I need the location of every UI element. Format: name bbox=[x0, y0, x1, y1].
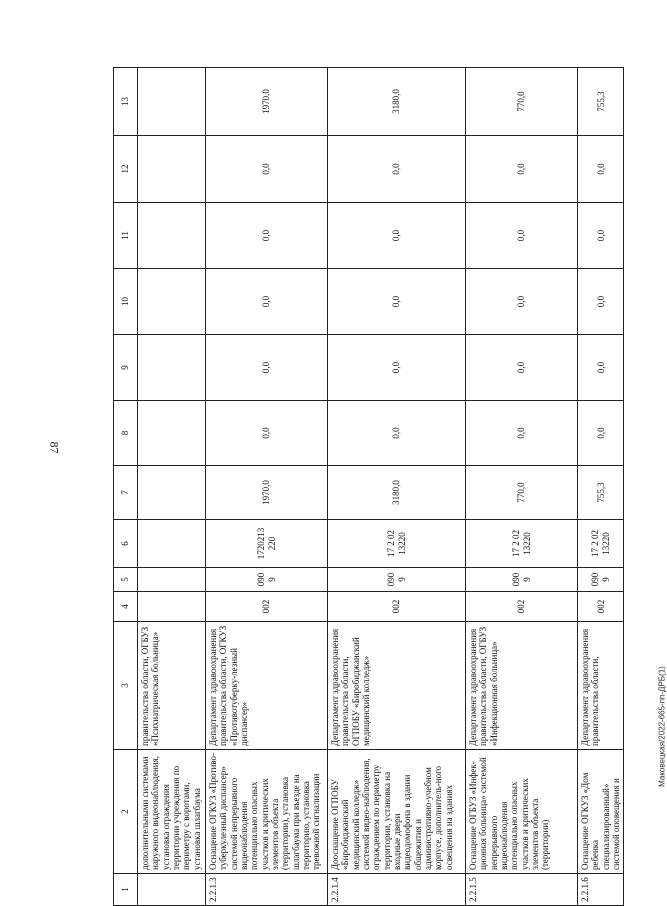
column-header: 10 bbox=[114, 269, 138, 335]
measure-name: Оснащение ОГБУЗ «Инфек-ционная больница» системой непрерывного видеонаблюдения потенциально опасных участков и критических элементов объекта (территории) bbox=[466, 750, 578, 874]
table-row bbox=[578, 68, 624, 906]
cell-col9: 0,0 bbox=[466, 335, 578, 401]
table-row bbox=[206, 68, 328, 906]
column-header: 2 bbox=[114, 750, 138, 874]
cell-col10: 0,0 bbox=[578, 269, 624, 335]
cell-col8 bbox=[138, 401, 206, 466]
row-number: 2.2.1.5 bbox=[466, 874, 578, 906]
cell-col4: 002 bbox=[206, 592, 328, 622]
budget-table-container bbox=[113, 68, 622, 906]
cell-col7: 1970,0 bbox=[206, 466, 328, 520]
cell-col13 bbox=[138, 68, 206, 136]
budget-table bbox=[113, 67, 624, 906]
cell-col4 bbox=[138, 592, 206, 622]
cell-col5: 0909 bbox=[328, 568, 466, 592]
cell-col6: 17 2 02 13220 bbox=[328, 520, 466, 568]
column-header: 5 bbox=[114, 568, 138, 592]
row-number: 2.2.1.4 bbox=[328, 874, 466, 906]
column-header: 9 bbox=[114, 335, 138, 401]
cell-col7: 770,0 bbox=[466, 466, 578, 520]
cell-col4: 002 bbox=[466, 592, 578, 622]
cell-col11: 0,0 bbox=[578, 203, 624, 269]
cell-col9: 0,0 bbox=[328, 335, 466, 401]
column-header: 6 bbox=[114, 520, 138, 568]
column-header: 13 bbox=[114, 68, 138, 136]
cell-col4: 002 bbox=[328, 592, 466, 622]
cell-col12: 0,0 bbox=[466, 136, 578, 203]
cell-col5: 0909 bbox=[206, 568, 328, 592]
page-number: 87 bbox=[47, 441, 62, 454]
cell-col9: 0,0 bbox=[578, 335, 624, 401]
cell-col11 bbox=[138, 203, 206, 269]
column-header: 3 bbox=[114, 622, 138, 750]
cell-col12: 0,0 bbox=[328, 136, 466, 203]
cell-col11: 0,0 bbox=[466, 203, 578, 269]
cell-col5 bbox=[138, 568, 206, 592]
cell-col5: 0909 bbox=[578, 568, 624, 592]
cell-col6: 17 2 02 13220 bbox=[578, 520, 624, 568]
column-number-row bbox=[114, 68, 138, 906]
cell-col9 bbox=[138, 335, 206, 401]
column-header: 1 bbox=[114, 874, 138, 906]
cell-col11: 0,0 bbox=[328, 203, 466, 269]
cell-col13: 770,0 bbox=[466, 68, 578, 136]
row-number: 2.2.1.3 bbox=[206, 874, 328, 906]
cell-col6: 1720213 220 bbox=[206, 520, 328, 568]
cell-col13: 3180,0 bbox=[328, 68, 466, 136]
cell-col7: 755,3 bbox=[578, 466, 624, 520]
cell-col12 bbox=[138, 136, 206, 203]
cell-col7 bbox=[138, 466, 206, 520]
table-row bbox=[328, 68, 466, 906]
executor: Департамент здравоохранения правительства области, ОГКУЗ «Противотуберку-лезный диспансер» bbox=[206, 622, 328, 750]
cell-col12: 0,0 bbox=[206, 136, 328, 203]
cell-col13: 755,3 bbox=[578, 68, 624, 136]
cell-col10: 0,0 bbox=[328, 269, 466, 335]
table-row bbox=[138, 68, 206, 906]
column-header: 7 bbox=[114, 466, 138, 520]
measure-name: дополнительными системами наружного видеонаблюдения, установка ограждения территории учреждения по периметру с воротами, установка шлагбаума bbox=[138, 750, 206, 874]
cell-col6: 17 2 02 13220 bbox=[466, 520, 578, 568]
measure-name: Оснащение ОГКУЗ «Дом ребенка специализированный» системой оповещения и bbox=[578, 750, 624, 874]
cell-col9: 0,0 bbox=[206, 335, 328, 401]
column-header: 12 bbox=[114, 136, 138, 203]
cell-col10 bbox=[138, 269, 206, 335]
executor: Департамент здравоохранения правительства области, bbox=[578, 622, 624, 750]
column-header: 4 bbox=[114, 592, 138, 622]
column-header: 11 bbox=[114, 203, 138, 269]
cell-col11: 0,0 bbox=[206, 203, 328, 269]
cell-col8: 0,0 bbox=[206, 401, 328, 466]
cell-col8: 0,0 bbox=[328, 401, 466, 466]
measure-name: Дооснащение ОГПОБУ «Биробиджанский медицинский колледж» системой видео-наблюдения, ограждением по периметру территории, установка на входные двери видеодомофона в здании общежития и административно-учебном корпусе, дополнитель-ного освещения на зданиях bbox=[328, 750, 466, 874]
cell-col7: 3180,0 bbox=[328, 466, 466, 520]
table-row bbox=[466, 68, 578, 906]
cell-col5: 0909 bbox=[466, 568, 578, 592]
measure-name: Оснащение ОГКУЗ «Противо-туберкулезный диспансер» системой непрерывного видеонаблюдения потенциально опасных участков и критических элементов объекта (территории), установка шлагбаума при въезде на территорию, установка тревожной сигнализации bbox=[206, 750, 328, 874]
cell-col8: 0,0 bbox=[578, 401, 624, 466]
executor: Департамент здравоохранения правительства области, ОГПОБУ «Биробиджанский медицинский колледж» bbox=[328, 622, 466, 750]
cell-col6 bbox=[138, 520, 206, 568]
executor: Департамент здравоохранения правительства области, ОГБУЗ «Инфекционная больница» bbox=[466, 622, 578, 750]
cell-col4: 002 bbox=[578, 592, 624, 622]
row-number: 2.2.1.6 bbox=[578, 874, 624, 906]
document-footer-code: Маковецкая/2022-665-пп-ДРБ(1) bbox=[657, 666, 667, 787]
cell-col10: 0,0 bbox=[466, 269, 578, 335]
row-number bbox=[138, 874, 206, 906]
cell-col8: 0,0 bbox=[466, 401, 578, 466]
cell-col13: 1970,0 bbox=[206, 68, 328, 136]
executor: правительства области, ОГБУЗ «Психиатрическая больница» bbox=[138, 622, 206, 750]
cell-col12: 0,0 bbox=[578, 136, 624, 203]
column-header: 8 bbox=[114, 401, 138, 466]
cell-col10: 0,0 bbox=[206, 269, 328, 335]
